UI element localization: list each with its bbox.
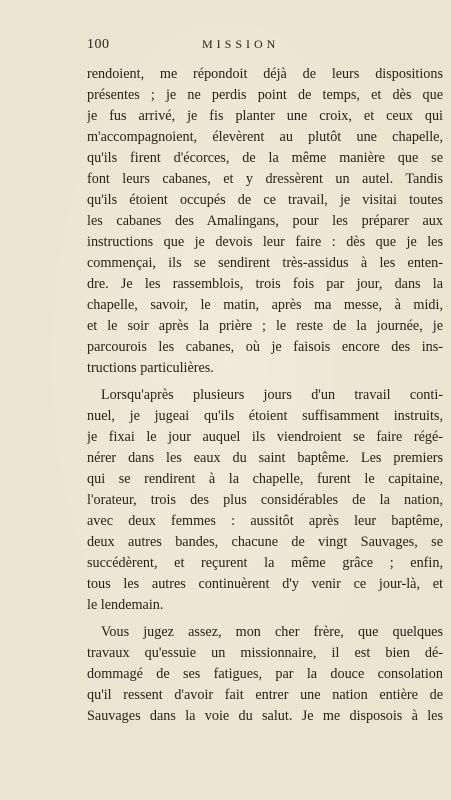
running-title: MISSION xyxy=(202,37,280,51)
text-line: tructions particulières. xyxy=(87,360,214,376)
text-line: Vous jugez assez, mon cher frère, que quelques xyxy=(101,624,443,640)
text-line: qui se rendirent à la chapelle, furent le capitaine, xyxy=(87,471,443,487)
text-line: présentes ; je ne perdis point de temps, et dès que xyxy=(87,87,443,103)
paragraph-1 xyxy=(87,64,443,379)
running-head xyxy=(87,37,443,57)
paragraph-2 xyxy=(87,385,443,616)
text-line: deux autres bandes, chacune de vingt Sauvages, se xyxy=(87,534,443,550)
paragraph-3 xyxy=(87,622,443,727)
text-line: qu'ils firent d'écorces, de la même manière que se xyxy=(87,150,443,166)
text-line: m'accompagnoient, élevèrent au plutôt une chapelle, xyxy=(87,129,443,145)
text-line: nérer dans les eaux du saint baptême. Les premiers xyxy=(87,450,443,466)
text-line: qu'ils étoient occupés de ce travail, je visitai toutes xyxy=(87,192,443,208)
text-line: succédèrent, et reçurent la même grâce ; enfin, xyxy=(87,555,443,571)
text-line: je fus arrivé, je fis planter une croix, et ceux qui xyxy=(87,108,443,124)
text-line: et le soir après la prière ; le reste de la journée, je xyxy=(87,318,443,334)
text-line: parcourois les cabanes, où je faisois encore des ins- xyxy=(87,339,443,355)
text-line: le lendemain. xyxy=(87,597,164,613)
text-line: instructions que je devois leur faire : dès que je les xyxy=(87,234,443,250)
text-line: avec deux femmes : aussitôt après leur baptême, xyxy=(87,513,443,529)
text-line: qu'il ressent d'avoir fait entrer une nation entière de xyxy=(87,687,443,703)
text-line: commençai, ils se sendirent très-assidus à les enten- xyxy=(87,255,443,271)
text-line: les cabanes des Amalingans, pour les préparer aux xyxy=(87,213,443,229)
text-line: Sauvages dans la voie du salut. Je me disposois à les xyxy=(87,708,443,724)
text-line: Lorsqu'après plusieurs jours d'un travail conti- xyxy=(101,387,443,403)
body-text xyxy=(87,64,443,727)
text-line: font leurs cabanes, et y dressèrent un autel. Tandis xyxy=(87,171,443,187)
text-line: travaux qu'essuie un missionnaire, il est bien dé- xyxy=(87,645,443,661)
text-line: rendoient, me répondoit déjà de leurs dispositions xyxy=(87,66,443,82)
text-line: dommagé de ses fatigues, par la douce consolation xyxy=(87,666,443,682)
text-line: l'orateur, trois des plus considérables de la nation, xyxy=(87,492,443,508)
text-line: chapelle, savoir, le matin, après ma messe, à midi, xyxy=(87,297,443,313)
text-line: nuel, je jugeai qu'ils étoient suffisamment instruits, xyxy=(87,408,443,424)
text-line: je fixai le jour auquel ils viendroient se faire régé- xyxy=(87,429,443,445)
text-line: tous les autres continuèrent d'y venir ce jour-là, et xyxy=(87,576,443,592)
text-line: dre. Je les rassemblois, trois fois par jour, dans la xyxy=(87,276,443,292)
page-number: 100 xyxy=(87,37,110,52)
